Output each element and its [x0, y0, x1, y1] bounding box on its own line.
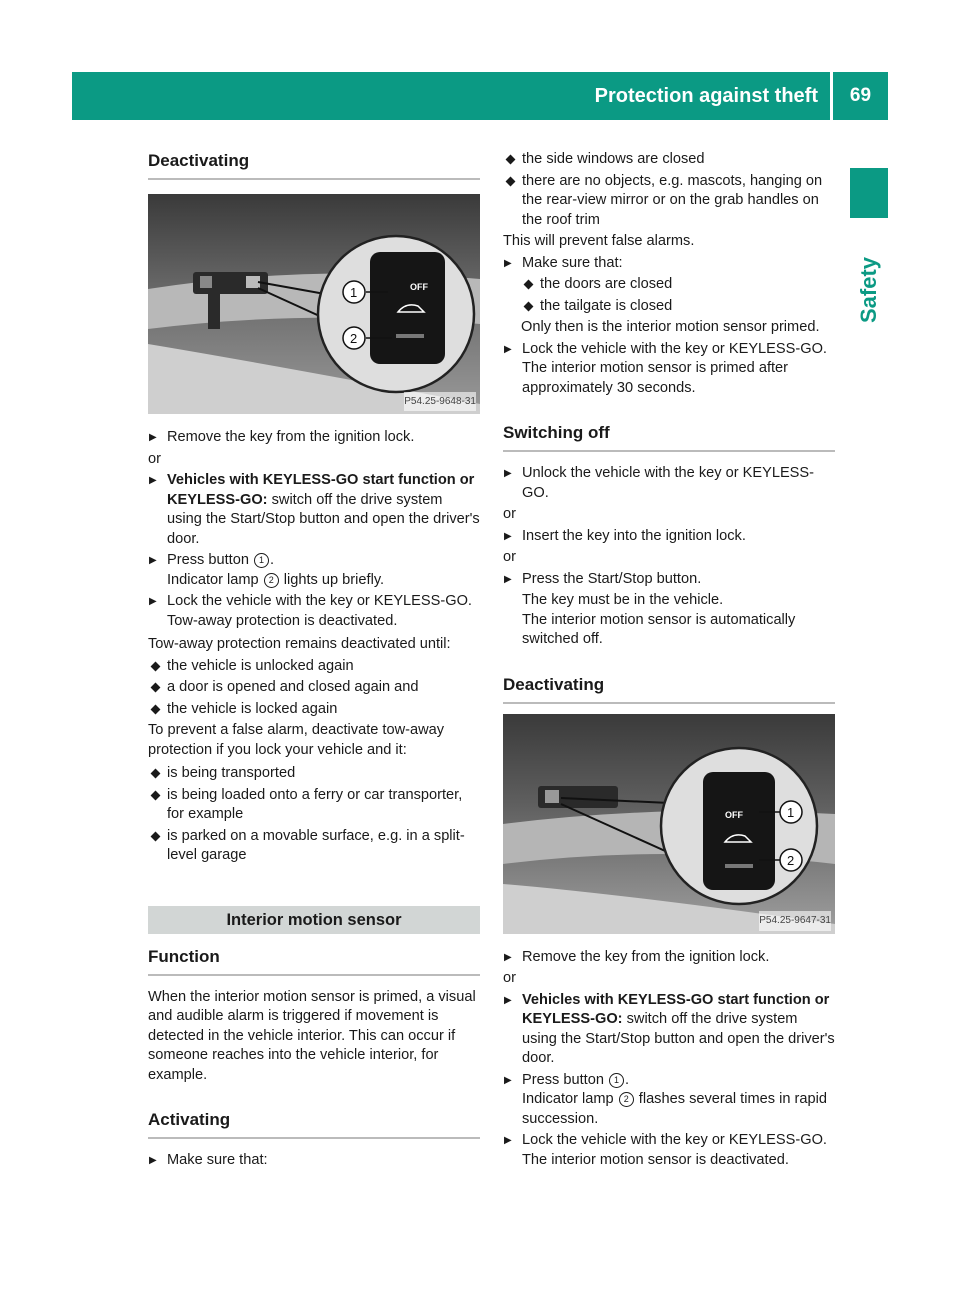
- step-text: switch off the drive system using the Start/Stop button and open the driver's door.: [167, 491, 480, 547]
- step-bold-condition: Vehicles with KEYLESS-GO start function or KEYLESS-GO:: [167, 472, 475, 508]
- bullet-item: is being loaded onto a ferry or car transporter, for example: [148, 786, 480, 825]
- section-interior-motion-sensor: Interior motion sensor: [148, 906, 480, 934]
- heading-activating: Activating: [148, 1109, 480, 1139]
- step-press-button: [148, 551, 480, 590]
- step-text: Press button: [522, 1071, 608, 1088]
- step-text: switch off the drive system using the Start/Stop button and open the driver's door.: [522, 1011, 835, 1066]
- ref-number-2: 2: [264, 573, 279, 588]
- figure-tow-away-button: [148, 194, 480, 414]
- step-press-start-stop: [503, 570, 835, 650]
- heading-function: Function: [148, 946, 480, 976]
- heading-switching-off: Switching off: [503, 422, 835, 452]
- left-column: [148, 150, 480, 1173]
- callout-1: 1: [350, 285, 358, 300]
- step-result: The key must be in the vehicle.: [522, 592, 724, 608]
- step-text: Lock the vehicle with the key or KEYLESS-GO.: [522, 1132, 827, 1148]
- bullet-item: there are no objects, e.g. mascots, hanging on the rear-view mirror or on the grab handles on the roof trim: [503, 172, 835, 231]
- or-separator: or: [503, 549, 516, 565]
- chapter-tab-label: Safety: [856, 256, 881, 324]
- figure-interior-sensor-button: [503, 714, 835, 934]
- bullet-item: is parked on a movable surface, e.g. in a split-level garage: [148, 827, 480, 866]
- step-remove-key: ▶ Remove the key from the ignition lock.: [503, 948, 835, 968]
- ref-number-1: 1: [609, 1073, 624, 1088]
- step-result: Indicator lamp: [167, 571, 263, 588]
- chapter-tab-marker: [850, 168, 888, 218]
- or-separator: or: [503, 970, 516, 986]
- ref-number-2: 2: [619, 1092, 634, 1107]
- step-lock-vehicle: [503, 340, 835, 399]
- step-result: The interior motion sensor is automatically switched off.: [522, 611, 796, 647]
- header-title: Protection against theft: [594, 85, 818, 107]
- paragraph-remains-deactivated: Tow-away protection remains deactivated until:: [148, 636, 451, 652]
- or-separator: or: [503, 506, 516, 522]
- step-result: The interior motion sensor is primed after approximately 30 seconds.: [522, 360, 789, 396]
- heading-deactivating: Deactivating: [148, 150, 480, 180]
- step-unlock: ▶ Unlock the vehicle with the key or KEYLESS-GO.: [503, 464, 835, 503]
- bullet-item: a door is opened and closed again and: [148, 678, 480, 698]
- step-text: Lock the vehicle with the key or KEYLESS-GO.: [522, 340, 827, 357]
- step-text: Lock the vehicle with the key or KEYLESS-GO.: [167, 593, 472, 609]
- button-off-label: OFF: [410, 282, 428, 292]
- button-off-label: OFF: [725, 809, 743, 820]
- step-keyless-go: [503, 991, 835, 1069]
- paragraph-prevent-false-alarms: This will prevent false alarms.: [503, 233, 695, 249]
- bullet-item: the vehicle is unlocked again: [148, 657, 480, 677]
- step-result: The interior motion sensor is deactivated.: [522, 1151, 789, 1168]
- figure-code: P54.25-9648-31: [404, 392, 476, 412]
- step-insert-key: ▶ Insert the key into the ignition lock.: [503, 527, 835, 547]
- step-text: Press the Start/Stop button.: [522, 570, 702, 587]
- step-result: lights up briefly.: [279, 571, 385, 588]
- step-lock-vehicle: [503, 1131, 835, 1170]
- bullet-item: the vehicle is locked again: [148, 700, 480, 720]
- step-make-sure: ▶ Make sure that:: [503, 254, 835, 274]
- bullet-item: the tailgate is closed: [521, 297, 835, 317]
- callout-2: 2: [787, 852, 795, 868]
- figure-code: P54.25-9647-31: [759, 911, 831, 931]
- bullet-item: the doors are closed: [521, 275, 835, 295]
- bullet-item: the side windows are closed: [503, 150, 835, 170]
- step-result: Indicator lamp: [522, 1091, 618, 1107]
- paragraph-primed: Only then is the interior motion sensor primed.: [521, 319, 820, 335]
- step-bold-condition: Vehicles with KEYLESS-GO start function or KEYLESS-GO:: [522, 991, 830, 1027]
- step-text: .: [270, 552, 275, 568]
- heading-deactivating-sensor: Deactivating: [503, 674, 835, 704]
- bullet-item: is being transported: [148, 764, 480, 784]
- overhead-control-illustration: [148, 194, 480, 414]
- step-keyless-go: [148, 471, 480, 549]
- right-column: [503, 150, 835, 1172]
- or-separator: or: [148, 450, 161, 467]
- callout-1: 1: [787, 804, 795, 820]
- chapter-tab[interactable]: [836, 250, 902, 330]
- paragraph-prevent-false-alarm: To prevent a false alarm, deactivate tow-away protection if you lock your vehicle and it:: [148, 722, 445, 758]
- step-result: flashes several times in rapid succession.: [522, 1091, 827, 1127]
- callout-2: 2: [350, 331, 358, 346]
- step-lock-vehicle: [148, 592, 480, 631]
- step-text: .: [625, 1071, 630, 1088]
- page-header: [72, 72, 888, 120]
- overhead-control-illustration: [503, 714, 835, 934]
- step-result: Tow-away protection is deactivated.: [167, 612, 398, 629]
- step-text: Press button: [167, 552, 253, 568]
- paragraph-function: When the interior motion sensor is primed, a visual and audible alarm is triggered if movement is detected in the vehicle interior. This can occur if someone reaches into the vehicle interior, for example.: [148, 988, 476, 1083]
- ref-number-1: 1: [254, 553, 269, 568]
- step-remove-key: [148, 428, 480, 448]
- step-press-button: [503, 1071, 835, 1130]
- page-number: 69: [849, 85, 872, 106]
- step-make-sure: ▶ Make sure that:: [148, 1151, 480, 1171]
- step-text: Remove the key from the ignition lock.: [167, 429, 415, 445]
